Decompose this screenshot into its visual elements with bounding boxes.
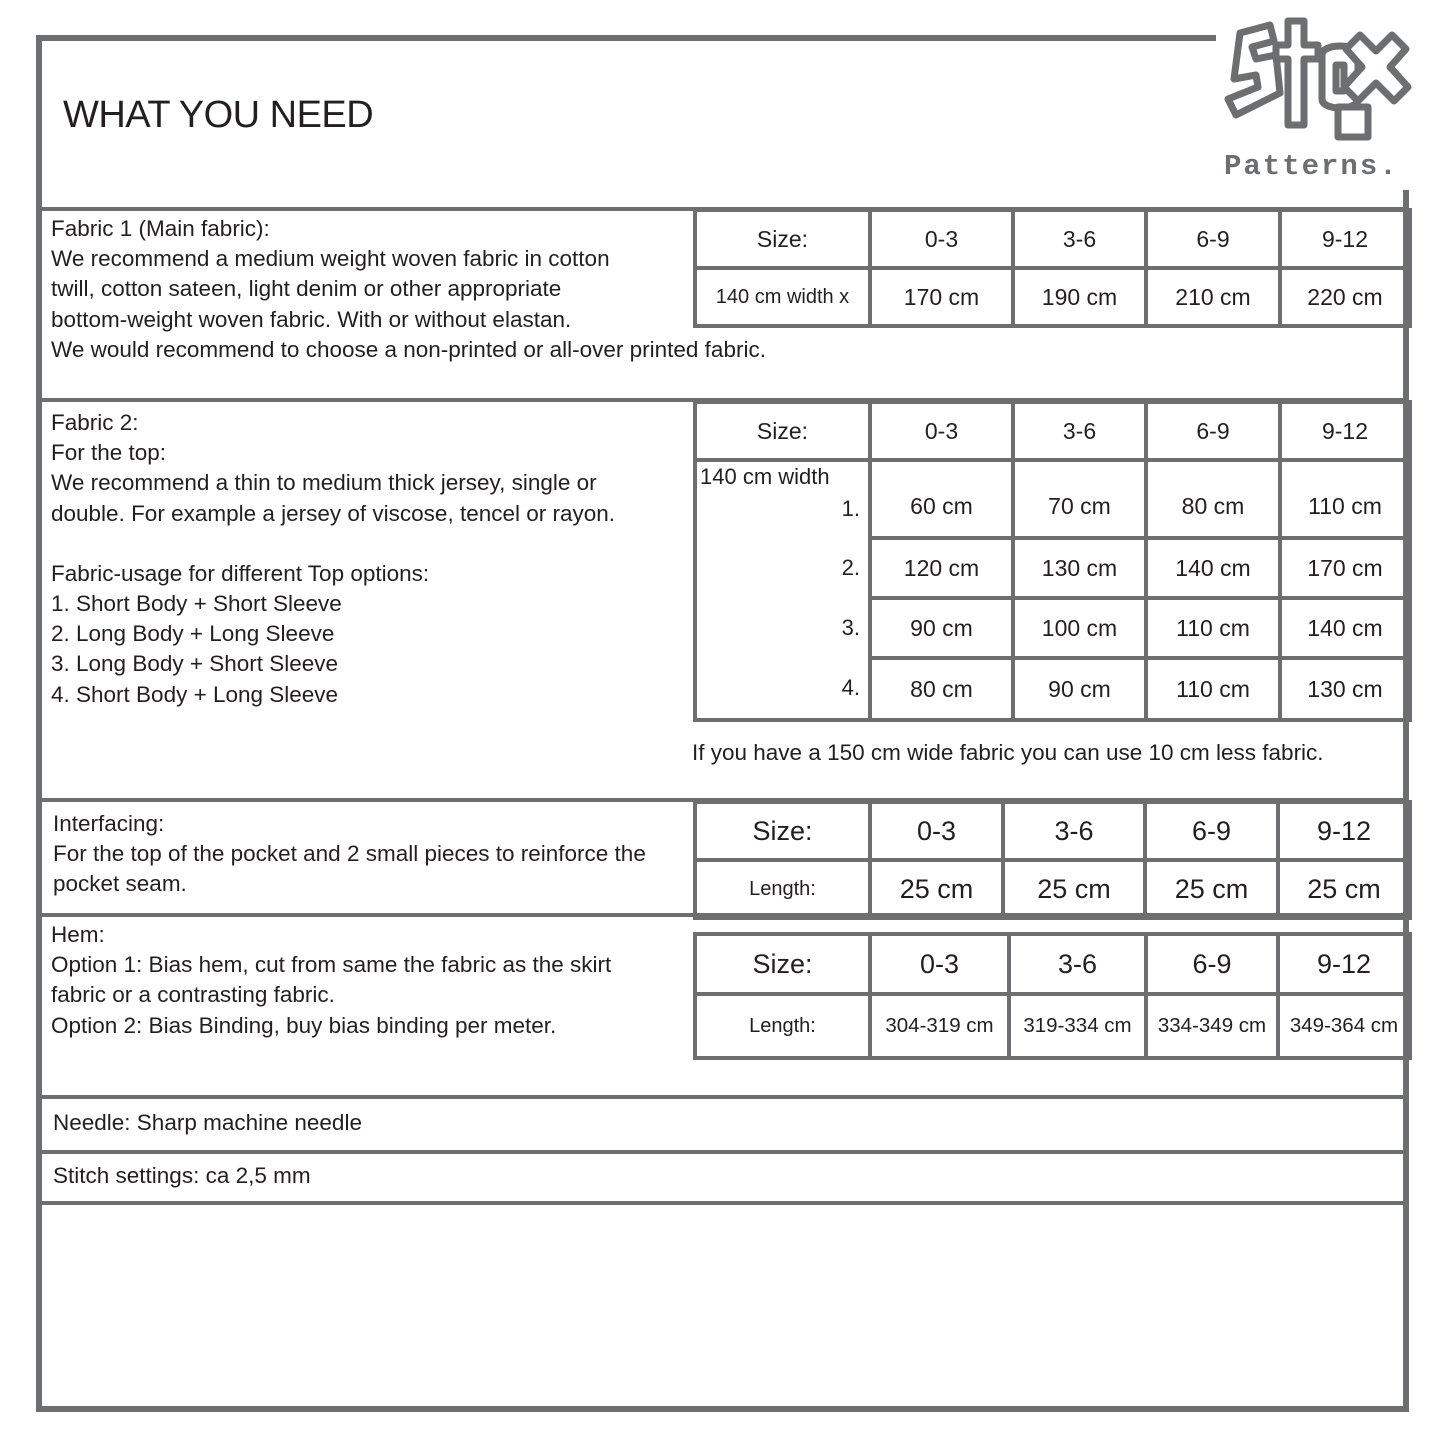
interfacing-description xyxy=(53,809,646,900)
fabric2-line: We recommend a thin to medium thick jersey, single or xyxy=(51,470,597,496)
fabric2-note: If you have a 150 cm wide fabric you can use 10 cm less fabric. xyxy=(692,740,1324,765)
table-cell: 334-349 cm xyxy=(1146,994,1278,1058)
hem-line: fabric or a contrasting fabric. xyxy=(51,982,335,1008)
fabric2-description xyxy=(51,408,615,710)
table-cell: 25 cm xyxy=(870,860,1003,918)
fabric2-line xyxy=(51,529,615,559)
size-header: 0-3 xyxy=(870,210,1013,268)
option-number: 3. xyxy=(695,598,870,658)
size-header: 3-6 xyxy=(1009,934,1146,994)
width-label-cell xyxy=(695,460,870,538)
fabric1-line: We recommend a medium weight woven fabric in cotton xyxy=(51,246,610,272)
fabric1-line: Fabric 1 (Main fabric): xyxy=(51,216,270,241)
table-cell: 140 cm xyxy=(1280,598,1410,658)
size-header: 9-12 xyxy=(1280,402,1410,460)
table-cell: 70 cm xyxy=(1013,460,1146,538)
row-label: Length: xyxy=(695,860,870,918)
size-header: 6-9 xyxy=(1146,210,1280,268)
size-header: 0-3 xyxy=(870,934,1009,994)
fabric2-line: For the top: xyxy=(51,440,167,466)
table-cell: 130 cm xyxy=(1013,538,1146,598)
table-cell: 60 cm xyxy=(870,460,1013,538)
interfacing-line: For the top of the pocket and 2 small pieces to reinforce the xyxy=(53,841,646,867)
fabric1-line: twill, cotton sateen, light denim or other appropriate xyxy=(51,276,562,302)
fabric2-table xyxy=(693,400,1412,722)
fabric2-line: double. For example a jersey of viscose, tencel or rayon. xyxy=(51,500,616,526)
table-cell: 130 cm xyxy=(1280,658,1410,720)
divider-needle xyxy=(36,1095,1409,1099)
table-cell: 90 cm xyxy=(1013,658,1146,720)
fabric2-line: 3. Long Body + Short Sleeve xyxy=(51,651,339,677)
size-label: Size: xyxy=(695,934,870,994)
divider-bottom xyxy=(36,1201,1409,1205)
hem-line: Option 2: Bias Binding, buy bias binding per meter. xyxy=(51,1012,557,1038)
hem-line: Option 1: Bias hem, cut from same the fabric as the skirt xyxy=(51,952,612,978)
table-cell: 110 cm xyxy=(1280,460,1410,538)
interfacing-line: pocket seam. xyxy=(53,871,187,897)
table-cell: 110 cm xyxy=(1146,658,1280,720)
size-header: 3-6 xyxy=(1013,210,1146,268)
table-cell: 319-334 cm xyxy=(1009,994,1146,1058)
fabric1-line: bottom-weight woven fabric. With or without elastan. xyxy=(51,306,572,332)
row-label: 140 cm width x xyxy=(695,268,870,326)
size-header: 0-3 xyxy=(870,402,1013,460)
fabric1-table xyxy=(693,208,1412,328)
table-cell: 210 cm xyxy=(1146,268,1280,326)
fabric1-line: We would recommend to choose a non-printed or all-over printed fabric. xyxy=(51,336,766,362)
table-cell: 304-319 cm xyxy=(870,994,1009,1058)
fabric2-line: Fabric 2: xyxy=(51,410,139,435)
needle-text: Needle: Sharp machine needle xyxy=(53,1110,362,1135)
size-header: 3-6 xyxy=(1013,402,1146,460)
divider-stitch xyxy=(36,1150,1409,1154)
stitch-settings-text: Stitch settings: ca 2,5 mm xyxy=(53,1163,311,1188)
interfacing-table xyxy=(693,800,1412,920)
logo-subtitle: Patterns. xyxy=(1224,150,1399,183)
table-cell: 80 cm xyxy=(1146,460,1280,538)
size-header: 6-9 xyxy=(1146,934,1278,994)
size-header: 3-6 xyxy=(1003,802,1145,860)
table-cell: 349-364 cm xyxy=(1278,994,1410,1058)
hem-description xyxy=(51,920,611,1041)
table-cell: 80 cm xyxy=(870,658,1013,720)
size-label: Size: xyxy=(695,802,870,860)
fabric2-line: 1. Short Body + Short Sleeve xyxy=(51,591,342,617)
size-label: Size: xyxy=(695,402,870,460)
table-cell: 120 cm xyxy=(870,538,1013,598)
table-cell: 25 cm xyxy=(1278,860,1410,918)
row-label: Length: xyxy=(695,994,870,1058)
size-header: 0-3 xyxy=(870,802,1003,860)
option-number: 1. xyxy=(841,496,860,521)
page-title: WHAT YOU NEED xyxy=(63,94,374,136)
table-cell: 140 cm xyxy=(1146,538,1280,598)
frame-left-border xyxy=(36,35,42,1412)
frame-top-border xyxy=(36,35,1216,41)
fabric2-line: 4. Short Body + Long Sleeve xyxy=(51,681,339,707)
size-header: 6-9 xyxy=(1146,402,1280,460)
option-number: 2. xyxy=(695,538,870,598)
fabric2-line: 2. Long Body + Long Sleeve xyxy=(51,621,335,647)
table-cell: 100 cm xyxy=(1013,598,1146,658)
size-header: 6-9 xyxy=(1145,802,1278,860)
table-cell: 90 cm xyxy=(870,598,1013,658)
hem-table xyxy=(693,932,1412,1060)
table-cell: 170 cm xyxy=(1280,538,1410,598)
size-label: Size: xyxy=(695,210,870,268)
interfacing-line: Interfacing: xyxy=(53,811,165,836)
table-cell: 190 cm xyxy=(1013,268,1146,326)
table-cell: 110 cm xyxy=(1146,598,1280,658)
table-cell: 220 cm xyxy=(1280,268,1410,326)
table-cell: 170 cm xyxy=(870,268,1013,326)
frame-bottom-border xyxy=(36,1406,1409,1412)
size-header: 9-12 xyxy=(1278,934,1410,994)
fabric2-line: Fabric-usage for different Top options: xyxy=(51,560,430,586)
table-cell: 25 cm xyxy=(1003,860,1145,918)
option-number: 4. xyxy=(695,658,870,720)
table-cell: 25 cm xyxy=(1145,860,1278,918)
hem-line: Hem: xyxy=(51,922,105,947)
fabric1-description xyxy=(51,214,766,365)
size-header: 9-12 xyxy=(1280,210,1410,268)
width-label: 140 cm width xyxy=(700,464,830,489)
size-header: 9-12 xyxy=(1278,802,1410,860)
